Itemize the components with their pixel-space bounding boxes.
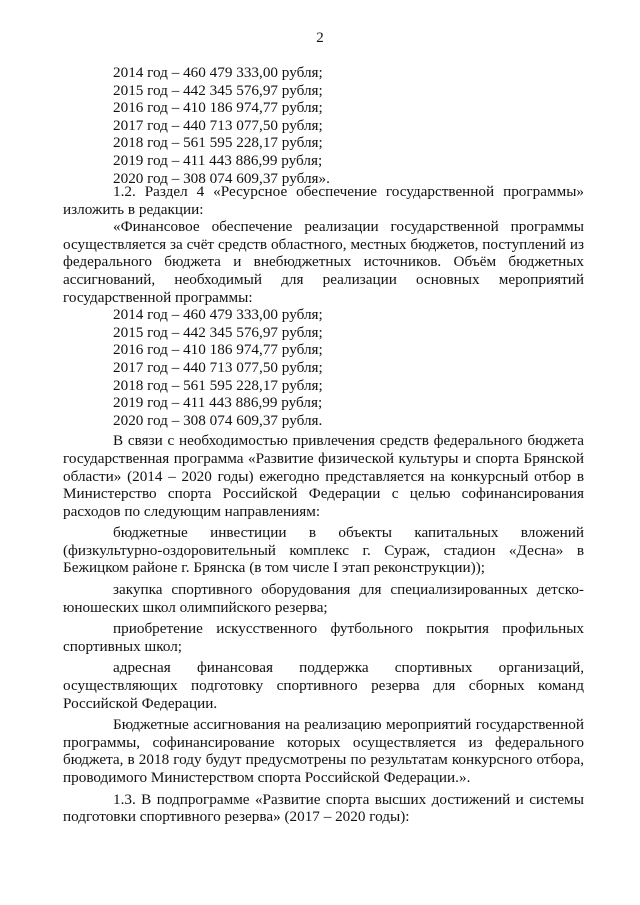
item-1-2-paragraph: 1.2. Раздел 4 «Ресурсное обеспечение государственной программы» изложить в редакции: <box>63 183 584 218</box>
funding-line-2014: 2014 год – 460 479 333,00 рубля; <box>113 64 323 81</box>
direction-capital-investments: бюджетные инвестиции в объекты капитальных вложений (физкультурно-оздоровительный комплекс г. Сураж, стадион «Десна» в Бежицком районе г. Брянска (в том числе I этап реконструкции)); <box>63 524 584 577</box>
funding-line-2017: 2017 год – 440 713 077,50 рубля; <box>113 116 323 134</box>
direction-football-turf: приобретение искусственного футбольного покрытия профильных спортивных школ; <box>63 620 584 655</box>
funding-line-2020: 2020 год – 308 074 609,37 рубля». <box>113 169 330 187</box>
section4-line-2014: 2014 год – 460 479 333,00 рубля; <box>113 306 323 324</box>
section4-line-2017: 2017 год – 440 713 077,50 рубля; <box>113 358 323 376</box>
funding-line-2016: 2016 год – 410 186 974,77 рубля; <box>113 99 323 117</box>
section4-line-2019: 2019 год – 411 443 886,99 рубля; <box>113 394 323 412</box>
item-1-3-paragraph: 1.3. В подпрограмме «Развитие спорта высших достижений и системы подготовки спортивного резерва» (2017 – 2020 годы): <box>63 790 584 826</box>
funding-list-top <box>63 64 584 187</box>
section4-line-2018: 2018 год – 561 595 228,17 рубля; <box>113 376 323 394</box>
section4-line-2020: 2020 год – 308 074 609,37 рубля. <box>113 411 323 429</box>
section4-line-2016: 2016 год – 410 186 974,77 рубля; <box>113 341 323 359</box>
document-body <box>63 183 584 830</box>
funding-line-2019: 2019 год – 411 443 886,99 рубля; <box>113 151 323 169</box>
page-number: 2 <box>316 30 324 46</box>
direction-sport-equipment: закупка спортивного оборудования для специализированных детско-юношеских школ олимпийского резерва; <box>63 581 584 616</box>
funding-list-section4 <box>63 306 584 429</box>
federal-budget-paragraph: В связи с необходимостью привлечения средств федерального бюджета государственная программа «Развитие физической культуры и спорта Брянской области» (2014 – 2020 годы) ежегодно представляется на конкурсный отбор в Министерство спорта Российской Федерации с целью софинансирования расходов по следующим направлениям: <box>63 432 584 520</box>
direction-financial-support: адресная финансовая поддержка спортивных организаций, осуществляющих подготовку спортивного резерва для сборных команд Российской Федерации. <box>63 659 584 712</box>
financing-paragraph: «Финансовое обеспечение реализации государственной программы осуществляется за счёт средств областного, местных бюджетов, поступлений из федерального бюджета и внебюджетных источников. Объём бюджетных ассигнований, необходимый для реализации основных мероприятий государственной программы: <box>63 218 584 306</box>
funding-line-2018: 2018 год – 561 595 228,17 рубля; <box>113 134 323 152</box>
funding-line-2015: 2015 год – 442 345 576,97 рубля; <box>113 81 323 99</box>
budget-allocations-paragraph: Бюджетные ассигнования на реализацию мероприятий государственной программы, софинансирование которых осуществляется из федерального бюджета, в 2018 году будут предусмотрены по результатам конкурсного отбора, проводимого Министерством спорта Российской Федерации.». <box>63 716 584 786</box>
section4-line-2015: 2015 год – 442 345 576,97 рубля; <box>113 323 323 341</box>
